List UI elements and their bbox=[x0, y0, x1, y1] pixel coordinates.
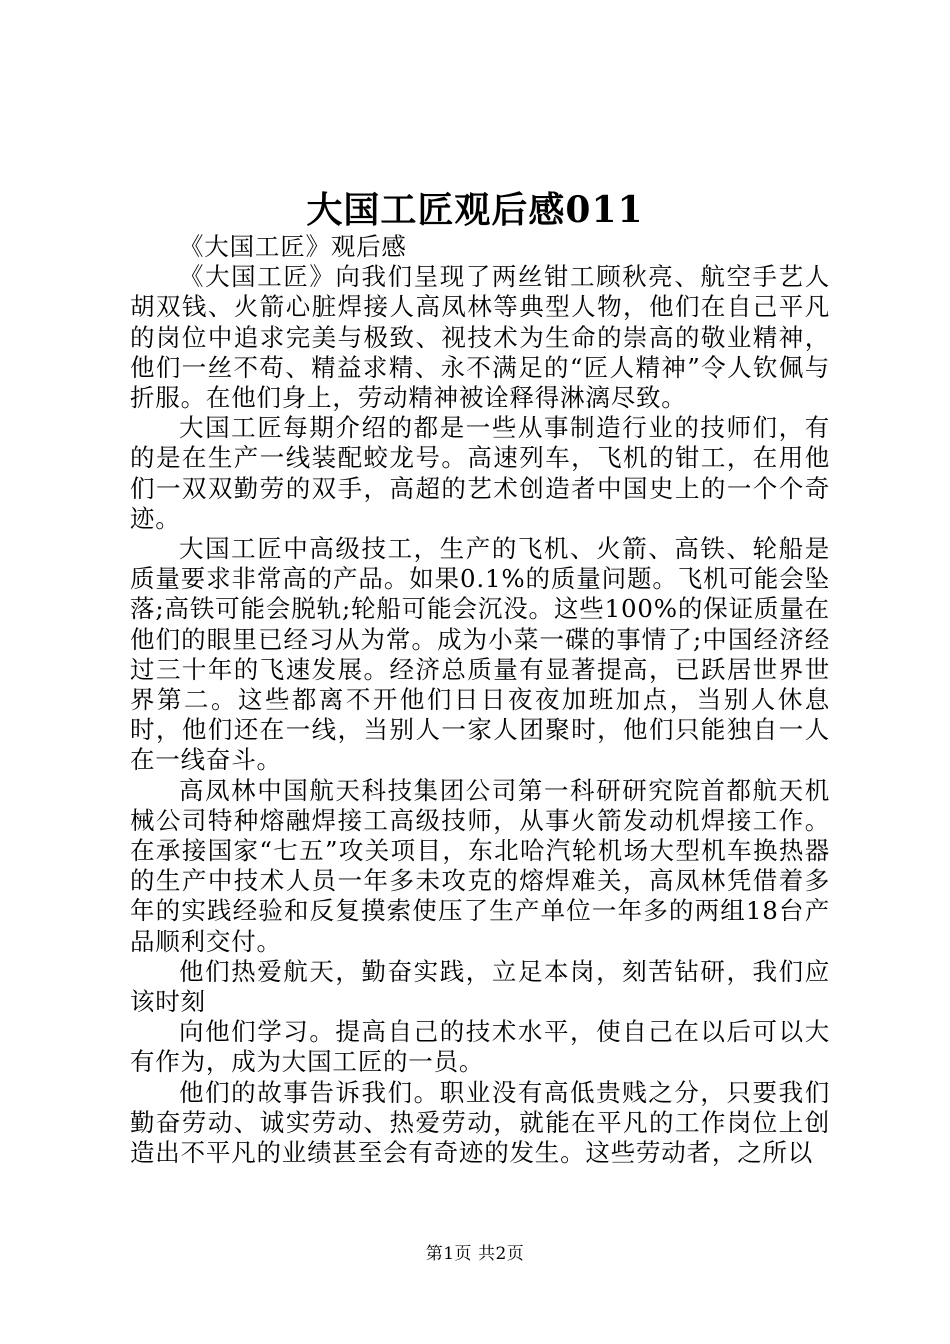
paragraph-subtitle: 《大国工匠》观后感 bbox=[179, 232, 407, 261]
paragraph: 大国工匠每期介绍的都是一些从事制造行业的技师们，有的是在生产一线装配蛟龙号。高速列车，飞机的钳工，在用他们一双双勤劳的双手，高超的艺术创造者中国史上的一个个奇迹。 bbox=[130, 413, 830, 533]
paragraph: 高凤林中国航天科技集团公司第一科研研究院首都航天机械公司特种熔融焊接工高级技师，从事火箭发动机焊接工作。在承接国家“七五”攻关项目，东北哈汽轮机场大型机车换热器的生产中技术人员一年多未攻克的熔焊难关，高凤林凭借着多年的实践经验和反复摸索使压了生产单位一年多的两组18台产品顺利交付。 bbox=[130, 775, 830, 956]
document-title: 大国工匠观后感011 bbox=[306, 189, 644, 231]
page-footer: 第1页 共2页 bbox=[425, 1244, 525, 1264]
paragraph: 大国工匠中高级技工，生产的飞机、火箭、高铁、轮船是质量要求非常高的产品。如果0.1%的质量问题。飞机可能会坠落;高铁可能会脱轨;轮船可能会沉没。这些100%的保证质量在他们的眼里已经习从为常。成为小菜一碟的事情了;中国经济经过三十年的飞速发展。经济总质量有显著提高，已跃居世界世界第二。这些都离不开他们日日夜夜加班加点，当别人休息时，他们还在一线，当别人一家人团聚时，他们只能独自一人在一线奋斗。 bbox=[130, 534, 830, 775]
document-body bbox=[130, 232, 830, 1168]
paragraph: 他们的故事告诉我们。职业没有高低贵贱之分，只要我们勤奋劳动、诚实劳动、热爱劳动，就能在平凡的工作岗位上创造出不平凡的业绩甚至会有奇迹的发生。这些劳动者，之所以 bbox=[130, 1077, 830, 1168]
paragraph: 他们热爱航天，勤奋实践，立足本岗，刻苦钻研，我们应该时刻 bbox=[130, 956, 830, 1017]
paragraph: 《大国工匠》向我们呈现了两丝钳工顾秋亮、航空手艺人胡双钱、火箭心脏焊接人高凤林等典型人物，他们在自己平凡的岗位中追求完美与极致、视技术为生命的崇高的敬业精神，他们一丝不苟、精益求精、永不满足的“匠人精神”令人钦佩与折服。在他们身上，劳动精神被诠释得淋漓尽致。 bbox=[130, 262, 830, 413]
paragraph: 向他们学习。提高自己的技术水平，使自己在以后可以大有作为，成为大国工匠的一员。 bbox=[130, 1017, 830, 1077]
